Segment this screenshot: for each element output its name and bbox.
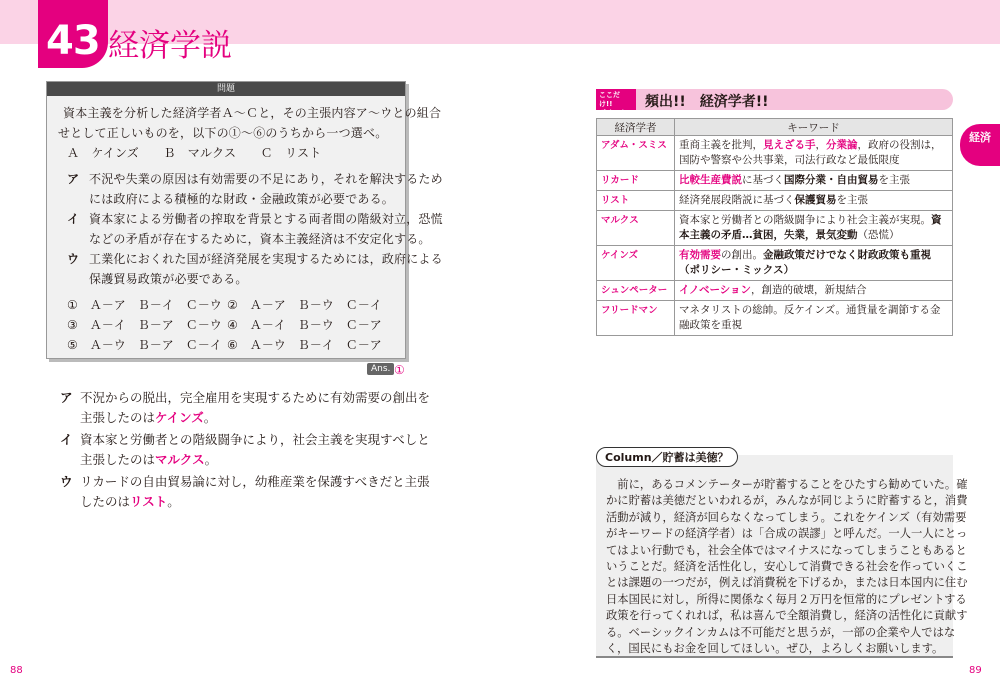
- table-row: [597, 136, 953, 171]
- economist-list: Ａ ケインズ Ｂ マルクス Ｃ リスト: [67, 146, 322, 160]
- question-label: 問題: [47, 82, 405, 96]
- statement-line: 不況や失業の原因は有効需要の不足にあり，それを解決するため: [89, 172, 443, 186]
- table-row: [597, 301, 953, 336]
- statement-line: などの矛盾が存在するために，資本主義経済は不安定化する。: [89, 232, 431, 246]
- answer-option: ① Ａ－ア Ｂ－イ Ｃ－ウ: [67, 298, 222, 312]
- economist-name: マルクス: [155, 452, 205, 467]
- point-badge: ここだけ!! ポイント: [596, 89, 636, 110]
- column-text-line: 前に，あるコメンテーターが貯蓄することをひたすら勧めていた。確: [606, 478, 968, 491]
- answer-option: ⑤ Ａ－ウ Ｂ－ア Ｃ－イ: [67, 338, 222, 352]
- keyword-cell: イノベーション，創造的破壊，新規結合: [675, 281, 953, 301]
- explanation-kana: ウ: [60, 474, 73, 489]
- table-header: 経済学者: [597, 119, 675, 136]
- point-title: 頻出!! 経済学者!!: [645, 94, 769, 110]
- answer-option: ③ Ａ－イ Ｂ－ア Ｃ－ウ: [67, 318, 222, 332]
- explanation-kana: イ: [60, 432, 73, 447]
- explanation-line: 主張したのはマルクス。: [80, 452, 218, 467]
- column-label: Column／貯蓄は美徳？: [596, 447, 738, 467]
- table-row: [597, 211, 953, 246]
- table-row: [597, 246, 953, 281]
- page-number-left: 88: [10, 665, 23, 676]
- statement-line: 保護貿易政策が必要である。: [89, 272, 248, 286]
- economist-name-cell: マルクス: [597, 211, 675, 246]
- column-text-line: く，国民にもお金を回してほしい。ぜひ，よろしくお願いします。: [606, 642, 944, 655]
- explanation-line: したのはリスト。: [80, 494, 180, 509]
- explanation-line: 資本家と労働者との階級闘争により，社会主義を実現すべしと: [80, 432, 430, 447]
- keyword-cell: 経済発展段階説に基づく保護貿易を主張: [675, 191, 953, 211]
- table-row: [597, 281, 953, 301]
- statement-line: 工業化におくれた国が経済発展を実現するためには，政府による: [89, 252, 443, 266]
- keyword-cell: 資本家と労働者との階級闘争により社会主義が実現。資本主義の矛盾…貧困，失業，景気変動（恐慌）: [675, 211, 953, 246]
- column-text-line: とは課題の一つだが，例えば消費税を下げるか，または日本国内に住む: [606, 576, 968, 590]
- explanation-kana: ア: [60, 390, 73, 405]
- keyword-cell: 有効需要の創出。金融政策だけでなく財政政策も重視（ポリシー・ミックス）: [675, 246, 953, 281]
- statement-kana: イ: [67, 212, 80, 226]
- table-header: キーワード: [675, 119, 953, 136]
- statement-line: には政府による積極的な財政・金融政策が必要である。: [89, 192, 395, 206]
- economist-name-cell: シュンペーター: [597, 281, 675, 301]
- keyword-cell: 重商主義を批判，見えざる手，分業論，政府の役割は，国防や警察や公共事業，司法行政など最低限度: [675, 136, 953, 171]
- question-text-line: 資本主義を分析した経済学者Ａ～Ｃと，その主張内容ア～ウとの組合: [63, 106, 442, 120]
- side-tab-economy: 経済: [960, 124, 1000, 166]
- economist-name: リスト: [130, 494, 168, 509]
- economist-name: ケインズ: [155, 410, 204, 425]
- explanation-line: 主張したのはケインズ。: [80, 410, 217, 425]
- economist-name-cell: リスト: [597, 191, 675, 211]
- economist-name-cell: ケインズ: [597, 246, 675, 281]
- column-text-line: る。ベーシックインカムは不可能だと思うが，一部の企業や人ではな: [606, 625, 956, 639]
- question-text-line: せとして正しいものを，以下の①～⑥のうちから一つ選べ。: [58, 126, 388, 140]
- column-text-line: かに貯蓄は美徳だといわれるが，みんなが同じように貯蓄すると，消費: [606, 494, 968, 508]
- statement-kana: ア: [67, 172, 80, 186]
- chapter-title: 経済学説: [108, 28, 232, 64]
- keyword-cell: 比較生産費説に基づく国際分業・自由貿易を主張: [675, 171, 953, 191]
- answer-badge: Ans.: [367, 363, 394, 375]
- economist-name-cell: リカード: [597, 171, 675, 191]
- column-text-line: てはよい行動でも，社会全体ではマイナスになってしまうこともあると: [606, 543, 967, 557]
- answer-value: ①: [394, 363, 405, 377]
- statement-kana: ウ: [67, 252, 80, 266]
- economist-name-cell: フリードマン: [597, 301, 675, 336]
- chapter-number: 43: [46, 18, 100, 64]
- table-row: [597, 171, 953, 191]
- column-text-line: がキーワードの経済学者）は「合成の誤謬」と呼んだ。一人一人にとっ: [606, 527, 968, 541]
- question-box: [46, 81, 443, 359]
- answer-option: ⑥ Ａ－ウ Ｂ－イ Ｃ－ア: [227, 338, 382, 352]
- table-row: [597, 191, 953, 211]
- answer-option: ④ Ａ－イ Ｂ－ウ Ｃ－ア: [227, 318, 382, 332]
- column-text-line: 政策を行ってくれれば，私は喜んで全額消費し，経済の活性化に貢献す: [606, 609, 968, 623]
- statement-line: 資本家による労働者の搾取を背景とする両者間の階級対立，恐慌: [89, 212, 443, 226]
- explanation-line: 不況からの脱出，完全雇用を実現するために有効需要の創出を: [80, 390, 431, 405]
- economists-table: [596, 118, 953, 336]
- page-number-right: 89: [969, 665, 982, 676]
- explanation-line: リカードの自由貿易論に対し，幼稚産業を保護すべきだと主張: [80, 474, 430, 489]
- column-text-line: 活動が減り，経済が回らなくなってしまう。これをケインズ（有効需要: [606, 510, 967, 524]
- economist-name-cell: アダム・スミス: [597, 136, 675, 171]
- column-text-line: いうことだ。経済を活性化し，安心して消費できる社会を作っていくこ: [606, 560, 968, 573]
- keyword-cell: マネタリストの総帥。反ケインズ。通貨量を調節する金融政策を重視: [675, 301, 953, 336]
- column-text-line: 日本国民に対し，所得に関係なく毎月２万円を恒常的にプレゼントする: [606, 592, 967, 606]
- answer-option: ② Ａ－ア Ｂ－ウ Ｃ－イ: [227, 298, 382, 312]
